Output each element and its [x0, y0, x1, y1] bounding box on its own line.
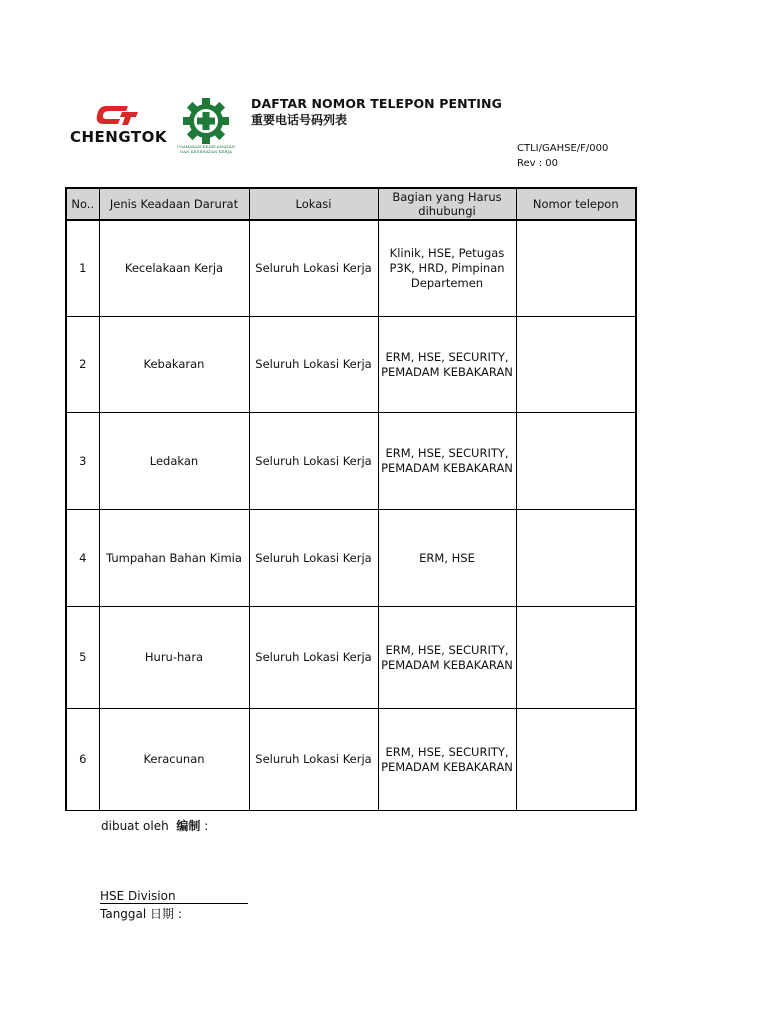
location: Seluruh Lokasi Kerja	[249, 317, 378, 413]
table-row	[66, 510, 636, 607]
k3-seal-logo	[172, 98, 240, 160]
phone-number-cell[interactable]	[516, 413, 636, 510]
column-header-telepon: Nomor telepon	[516, 188, 636, 220]
phone-number-cell[interactable]	[516, 220, 636, 317]
ct-logo-mark-icon	[94, 104, 140, 126]
prepared-by-colon: :	[204, 819, 209, 833]
seal-caption: USAHAKAN KESELAMATAN DAN KESEHATAN KERJA	[176, 144, 236, 154]
table-row	[66, 220, 636, 317]
row-number: 5	[66, 607, 99, 709]
column-header-jenis: Jenis Keadaan Darurat	[99, 188, 249, 220]
contact-department: ERM, HSE, SECURITY, PEMADAM KEBAKARAN	[378, 709, 516, 811]
contact-department: ERM, HSE, SECURITY, PEMADAM KEBAKARAN	[378, 607, 516, 709]
location: Seluruh Lokasi Kerja	[249, 607, 378, 709]
prepared-by-label: dibuat oleh	[101, 819, 169, 833]
emergency-type: Kebakaran	[99, 317, 249, 413]
location: Seluruh Lokasi Kerja	[249, 510, 378, 607]
phone-number-cell[interactable]	[516, 317, 636, 413]
chengtok-logo	[70, 104, 170, 148]
row-number: 2	[66, 317, 99, 413]
document-title: DAFTAR NOMOR TELEPON PENTING	[251, 96, 502, 111]
phone-number-cell[interactable]	[516, 607, 636, 709]
safety-gear-cross-icon	[178, 98, 234, 146]
column-header-bagian: Bagian yang Harus dihubungi	[378, 188, 516, 220]
contact-department: Klinik, HSE, Petugas P3K, HRD, Pimpinan Departemen	[378, 220, 516, 317]
row-number: 6	[66, 709, 99, 811]
location: Seluruh Lokasi Kerja	[249, 709, 378, 811]
document-title-chinese: 重要电话号码列表	[251, 113, 348, 127]
emergency-type: Huru-hara	[99, 607, 249, 709]
column-header-lokasi: Lokasi	[249, 188, 378, 220]
emergency-type: Ledakan	[99, 413, 249, 510]
document-number: CTLI/GAHSE/F/000	[517, 143, 609, 154]
table-header-row	[66, 188, 636, 220]
column-header-no: No..	[66, 188, 99, 220]
phone-number-cell[interactable]	[516, 709, 636, 811]
row-number: 3	[66, 413, 99, 510]
contact-department: ERM, HSE, SECURITY, PEMADAM KEBAKARAN	[378, 413, 516, 510]
table-row	[66, 709, 636, 811]
table-row	[66, 317, 636, 413]
table-row	[66, 413, 636, 510]
emergency-contacts-table	[65, 187, 637, 811]
contact-department: ERM, HSE, SECURITY, PEMADAM KEBAKARAN	[378, 317, 516, 413]
revision-label: Rev : 00	[517, 158, 559, 169]
location: Seluruh Lokasi Kerja	[249, 220, 378, 317]
row-number: 4	[66, 510, 99, 607]
phone-number-cell[interactable]	[516, 510, 636, 607]
emergency-type: Kecelakaan Kerja	[99, 220, 249, 317]
date-label: Tanggal 日期 :	[100, 907, 182, 921]
company-wordmark: CHENGTOK	[70, 128, 168, 146]
emergency-type: Tumpahan Bahan Kimia	[99, 510, 249, 607]
prepared-by-line	[101, 817, 208, 834]
row-number: 1	[66, 220, 99, 317]
contact-department: ERM, HSE	[378, 510, 516, 607]
emergency-type: Keracunan	[99, 709, 249, 811]
division-signature-line: HSE Division	[100, 889, 248, 904]
table-row	[66, 607, 636, 709]
location: Seluruh Lokasi Kerja	[249, 413, 378, 510]
prepared-by-label-chinese: 编制	[176, 819, 201, 833]
